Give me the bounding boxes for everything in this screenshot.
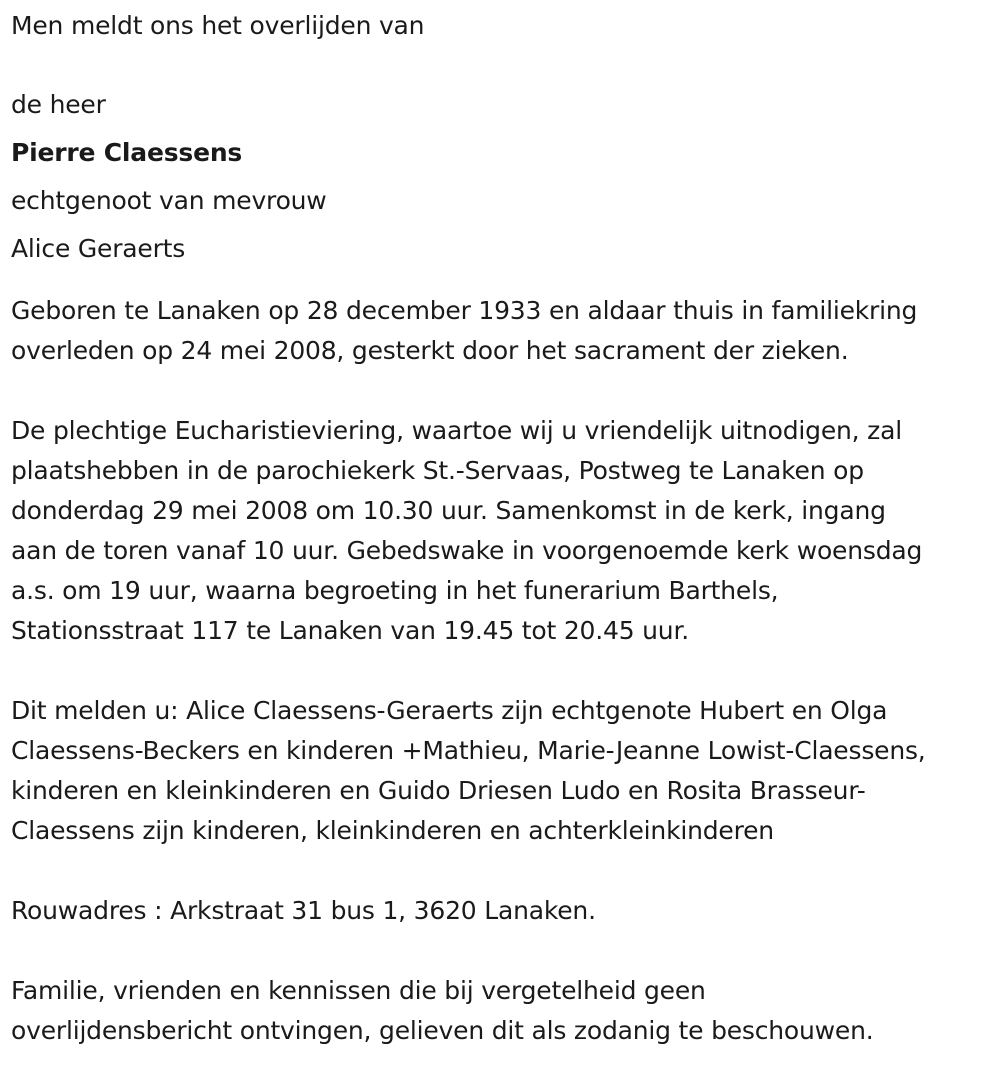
paragraph-line: Geboren te Lanaken op 28 december 1933 en aldaar thuis in familiekring (11, 296, 918, 325)
paragraph-line: kinderen en kleinkinderen en Guido Driesen Ludo en Rosita Brasseur- (11, 776, 866, 805)
paragraph-line: plaatshebben in de parochiekerk St.-Servaas, Postweg te Lanaken op (11, 456, 864, 485)
paragraph-line: overlijdensbericht ontvingen, gelieven dit als zodanig te beschouwen. (11, 1016, 874, 1045)
paragraph-line: donderdag 29 mei 2008 om 10.30 uur. Samenkomst in de kerk, ingang (11, 496, 886, 525)
closing-paragraph (11, 971, 996, 1051)
address-paragraph (11, 891, 996, 931)
ceremony-paragraph (11, 411, 996, 651)
paragraph-line: a.s. om 19 uur, waarna begroeting in het funerarium Barthels, (11, 576, 779, 605)
relation-text: echtgenoot van mevrouw (11, 186, 327, 215)
title-text: de heer (11, 90, 106, 119)
paragraph-line: overleden op 24 mei 2008, gesterkt door het sacrament der zieken. (11, 336, 849, 365)
paragraph-line: Rouwadres : Arkstraat 31 bus 1, 3620 Lanaken. (11, 896, 596, 925)
birth-death-paragraph (11, 291, 996, 371)
intro-text: Men meldt ons het overlijden van (11, 11, 425, 40)
paragraph-line: Claessens zijn kinderen, kleinkinderen en achterkleinkinderen (11, 816, 774, 845)
paragraph-line: Stationsstraat 117 te Lanaken van 19.45 tot 20.45 uur. (11, 616, 689, 645)
deceased-name: Pierre Claessens (11, 138, 243, 167)
paragraph-line: De plechtige Eucharistieviering, waartoe wij u vriendelijk uitnodigen, zal (11, 416, 902, 445)
family-paragraph (11, 691, 996, 851)
spouse-name: Alice Geraerts (11, 234, 186, 263)
paragraph-line: Claessens-Beckers en kinderen +Mathieu, Marie-Jeanne Lowist-Claessens, (11, 736, 926, 765)
paragraph-line: aan de toren vanaf 10 uur. Gebedswake in voorgenoemde kerk woensdag (11, 536, 923, 565)
paragraph-line: Familie, vrienden en kennissen die bij vergetelheid geen (11, 976, 706, 1005)
paragraph-line: Dit melden u: Alice Claessens-Geraerts zijn echtgenote Hubert en Olga (11, 696, 888, 725)
